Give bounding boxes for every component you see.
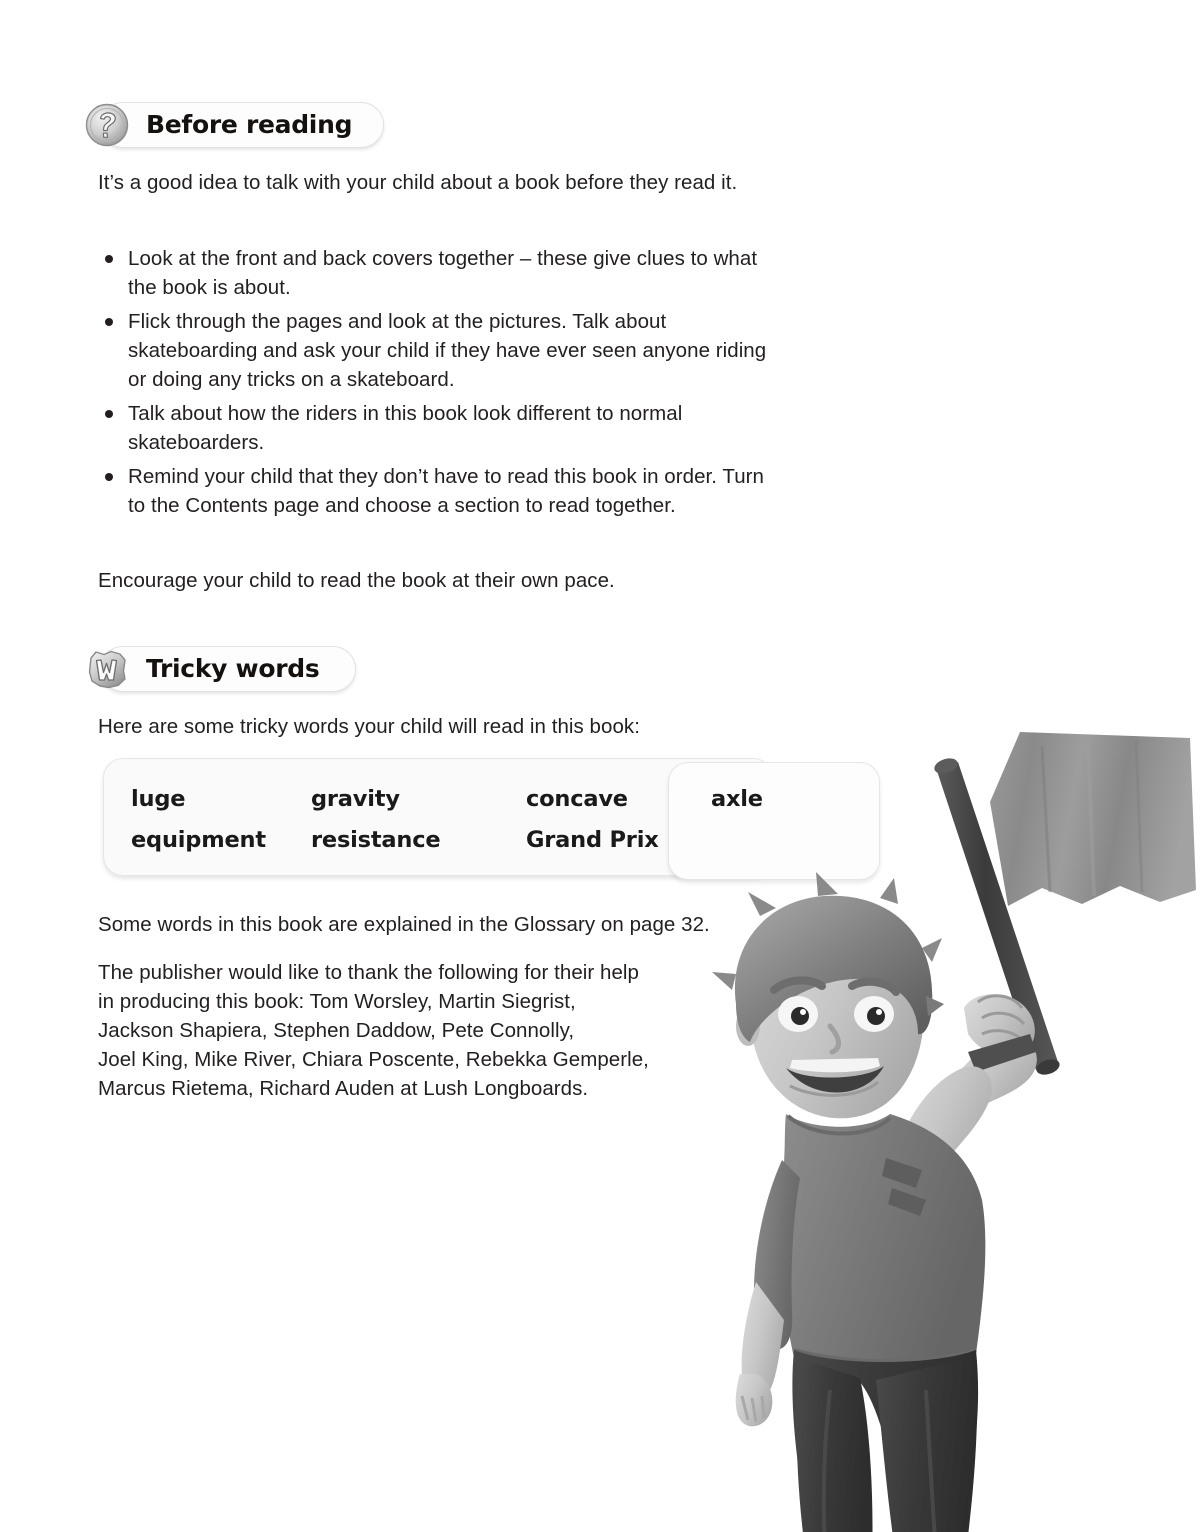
tricky-word: Grand Prix xyxy=(526,827,659,853)
list-item: Flick through the pages and look at the pictures. Talk about skateboarding and ask your child if they have ever seen anyone riding or doing any tricks on a skateboard. xyxy=(98,307,768,394)
section-heading-text: Tricky words xyxy=(146,653,320,683)
torso xyxy=(780,1114,986,1369)
head xyxy=(712,872,944,1118)
left-arm xyxy=(736,1160,800,1426)
glossary-note: Some words in this book are explained in the Glossary on page 32. xyxy=(98,913,710,936)
trousers xyxy=(792,1350,980,1532)
tricky-words-grid xyxy=(103,758,883,876)
flag-icon xyxy=(990,732,1196,906)
section-heading-text: Before reading xyxy=(146,109,353,139)
before-reading-outro: Encourage your child to read the book at their own pace. xyxy=(98,569,615,592)
list-item: Talk about how the riders in this book look different to normal skateboarders. xyxy=(98,399,768,457)
credits-line: The publisher would like to thank the following for their help xyxy=(98,961,639,984)
tricky-word: resistance xyxy=(311,827,441,853)
before-reading-intro: It’s a good idea to talk with your child about a book before they read it. xyxy=(98,171,738,194)
credits-line: in producing this book: Tom Worsley, Martin Siegrist, xyxy=(98,990,576,1013)
tricky-word: equipment xyxy=(131,827,266,853)
credits-line: Jackson Shapiera, Stephen Daddow, Pete Connolly, xyxy=(98,1019,575,1042)
tricky-word: gravity xyxy=(311,786,400,812)
list-item: Remind your child that they don’t have to read this book in order. Turn to the Contents page and choose a section to read together. xyxy=(98,462,768,520)
credits-line: Marcus Rietema, Richard Auden at Lush Longboards. xyxy=(98,1077,589,1100)
letter-w-badge-icon xyxy=(84,647,130,691)
credits-line: Joel King, Mike River, Chiara Poscente, Rebekka Gemperle, xyxy=(98,1048,649,1071)
list-item: Look at the front and back covers together – these give clues to what the book is about. xyxy=(98,244,768,302)
tricky-word: concave xyxy=(526,786,628,812)
tricky-words-intro: Here are some tricky words your child will read in this book: xyxy=(98,715,640,738)
question-mark-badge-icon xyxy=(84,103,130,147)
before-reading-bullet-list xyxy=(98,244,768,525)
tricky-word: luge xyxy=(131,786,186,812)
tricky-word: axle xyxy=(711,786,763,812)
